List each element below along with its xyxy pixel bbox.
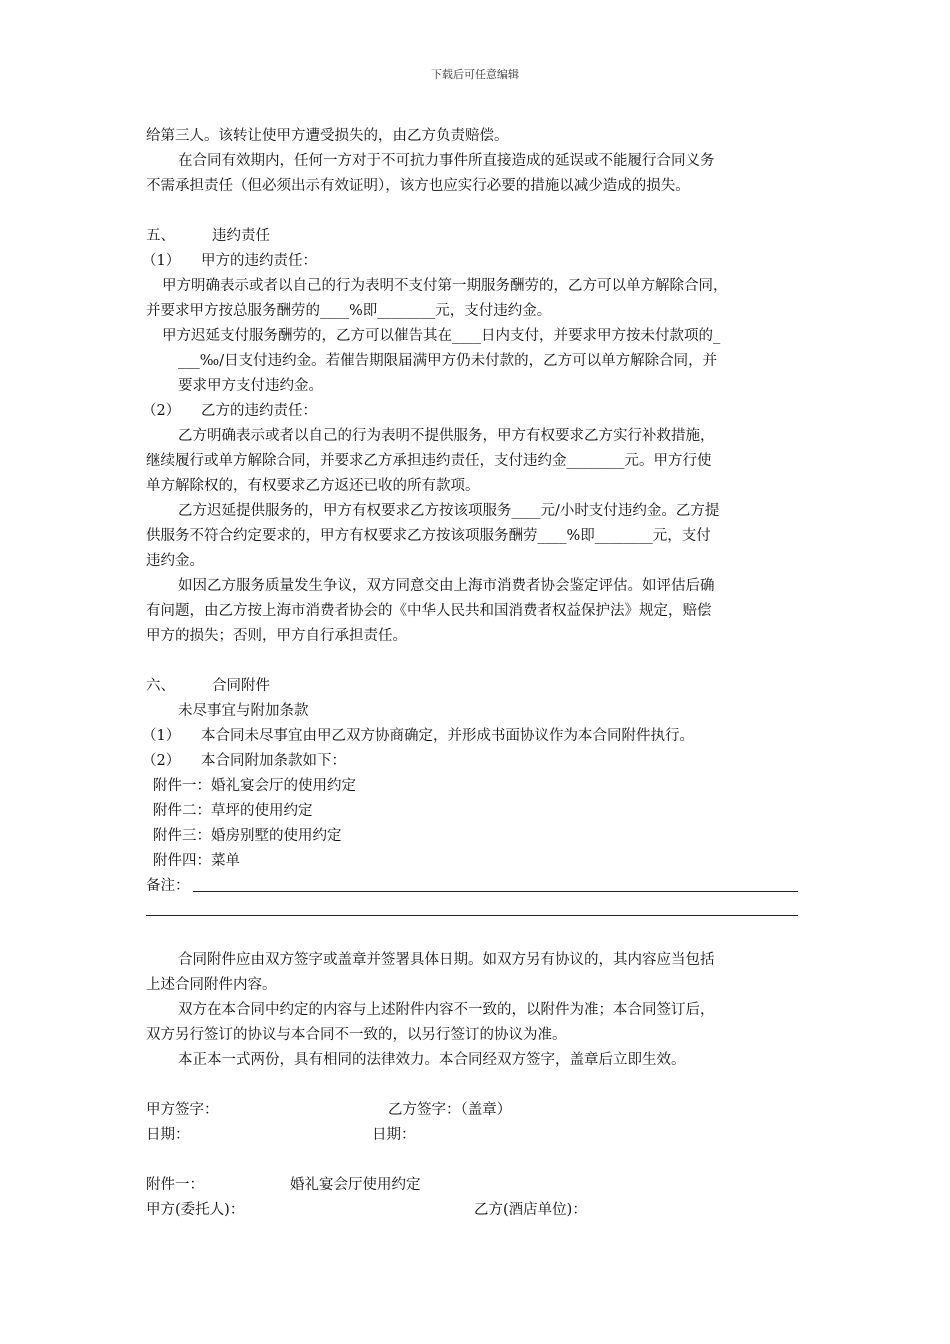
section-title: 违约责任 [212,228,270,244]
appendix-party-a: 甲方(委托人)： [146,1202,245,1218]
clause-text: 本合同附加条款如下： [201,753,346,769]
clause-text: 本合同未尽事宜由甲乙双方协商确定，并形成书面协议作为本合同附件执行。 [201,728,694,744]
paragraph-line: 合同附件应由双方签字或盖章并签署具体日期。如双方另有协议的，其内容应当包括 [178,952,715,968]
remark-blank-line [193,891,798,892]
attachment-item: 附件二：草坪的使用约定 [153,803,313,819]
paragraph-line: 并要求甲方按总服务酬劳的____%即________元，支付违约金。 [146,303,552,319]
paragraph-line: 给第三人。该转让使甲方遭受损失的，由乙方负责赔偿。 [146,128,509,144]
clause-title: 乙方的违约责任： [201,403,317,419]
subsection-title: 未尽事宜与附加条款 [178,703,309,719]
clause-number: （1） [142,728,181,744]
attachment-item: 附件一：婚礼宴会厅的使用约定 [153,778,356,794]
paragraph-line: 不需承担责任（但必须出示有效证明），该方也应实行必要的措施以减少造成的损失。 [146,178,690,194]
attachment-item: 附件四：菜单 [153,853,240,869]
paragraph-line: 供服务不符合约定要求的，甲方有权要求乙方按该项服务酬劳____%即________元，支付 [146,528,711,544]
paragraph-line: 单方解除权的，有权要求乙方返还已收的所有款项。 [146,478,480,494]
appendix-title: 婚礼宴会厅使用约定 [290,1177,421,1193]
section-title: 合同附件 [212,678,270,694]
paragraph-line: 甲方明确表示或者以自己的行为表明不支付第一期服务酬劳的，乙方可以单方解除合同， [162,278,728,294]
appendix-party-b: 乙方(酒店单位)： [474,1202,587,1218]
party-a-signature: 甲方签字： [146,1102,219,1118]
paragraph-line: 甲方的损失；否则，甲方自行承担责任。 [146,628,407,644]
appendix-label: 附件一： [146,1177,204,1193]
paragraph-line: 乙方明确表示或者以自己的行为表明不提供服务，甲方有权要求乙方实行补救措施， [178,428,715,444]
paragraph-line: 有问题，由乙方按上海市消费者协会的《中华人民共和国消费者权益保护法》规定，赔偿 [146,603,712,619]
section-number: 六、 [146,678,175,694]
remark-blank-line [146,915,798,916]
paragraph-line: 双方另行签订的协议与本合同不一致的，以另行签订的协议为准。 [146,1027,567,1043]
paragraph-line: 本正本一式两份，具有相同的法律效力。本合同经双方签字，盖章后立即生效。 [178,1052,686,1068]
party-a-date: 日期： [146,1127,190,1143]
party-b-signature: 乙方签字：（盖章） [388,1102,512,1118]
clause-number: （1） [142,253,181,269]
paragraph-line: 甲方迟延支付服务酬劳的，乙方可以催告其在____日内支付，并要求甲方按未付款项的_ [162,328,721,344]
paragraph-line: 乙方迟延提供服务的，甲方有权要求乙方按该项服务____元/小时支付违约金。乙方提 [178,503,720,519]
page-header: 下载后可任意编辑 [431,68,519,81]
clause-number: （2） [142,403,181,419]
paragraph-line: 在合同有效期内，任何一方对于不可抗力事件所直接造成的延误或不能履行合同义务 [178,153,715,169]
remark-label: 备注： [146,878,190,894]
paragraph-line: 继续履行或单方解除合同，并要求乙方承担违约责任，支付违约金________元。甲方行使 [146,453,712,469]
paragraph-line: 如因乙方服务质量发生争议，双方同意交由上海市消费者协会鉴定评估。如评估后确 [178,578,715,594]
clause-title: 甲方的违约责任： [201,253,317,269]
attachment-item: 附件三：婚房别墅的使用约定 [153,828,342,844]
paragraph-line: 要求甲方支付违约金。 [178,378,323,394]
section-number: 五、 [146,228,175,244]
paragraph-line: 违约金。 [146,553,204,569]
paragraph-line: 双方在本合同中约定的内容与上述附件内容不一致的，以附件为准；本合同签订后， [178,1002,715,1018]
party-b-date: 日期： [372,1127,416,1143]
paragraph-line: ___‰/日支付违约金。若催告期限届满甲方仍未付款的，乙方可以单方解除合同，并 [178,353,718,369]
clause-number: （2） [142,753,181,769]
paragraph-line: 上述合同附件内容。 [146,977,277,993]
